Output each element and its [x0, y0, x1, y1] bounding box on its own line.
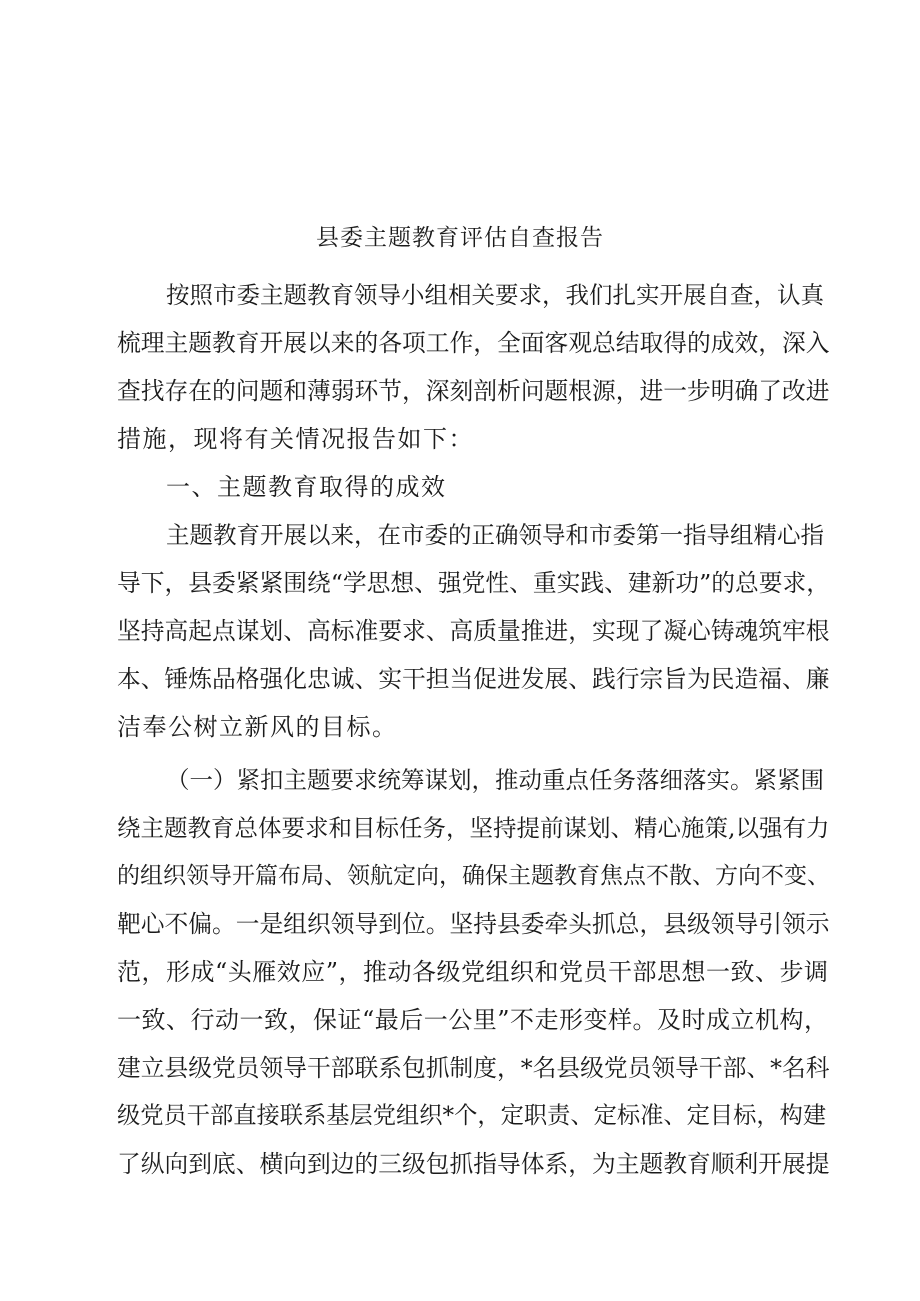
- subsection-line-7: 建立县级党员领导干部联系包抓制度，*名县级党员领导干部、*名科: [117, 1054, 830, 1082]
- section-line-2: 导下，县委紧紧围绕“学思想、强党性、重实践、建新功”的总要求，: [117, 569, 831, 597]
- section-line-3: 坚持高起点谋划、高标准要求、高质量推进，实现了凝心铸魂筑牢根: [117, 617, 830, 645]
- subsection-line-6: 一致、行动一致，保证“最后一公里”不走形变样。及时成立机构，: [117, 1006, 829, 1034]
- intro-line-3: 查找存在的问题和薄弱环节，深刻剖析问题根源，进一步明确了改进: [117, 377, 830, 405]
- section-line-1: 主题教育开展以来，在市委的正确领导和市委第一指导组精心指: [166, 521, 824, 549]
- subsection-line-4: 靶心不偏。一是组织领导到位。坚持县委牵头抓总，县级领导引领示: [117, 910, 830, 938]
- subsection-line-9: 了纵向到底、横向到边的三级包抓指导体系，为主题教育顺利开展提: [117, 1150, 830, 1178]
- subsection-line-5: 范，形成“头雁效应”，推动各级党组织和党员干部思想一致、步调: [117, 958, 829, 986]
- subsection-line-2: 绕主题教育总体要求和目标任务，坚持提前谋划、精心施策,以强有力: [117, 814, 830, 842]
- section-line-4: 本、锤炼品格强化忠诚、实干担当促进发展、践行宗旨为民造福、廉: [117, 665, 830, 693]
- intro-line-4: 措施，现将有关情况报告如下：: [117, 425, 474, 453]
- intro-line-1: 按照市委主题教育领导小组相关要求，我们扎实开展自查，认真: [166, 281, 824, 309]
- subsection-line-8: 级党员干部直接联系基层党组织*个，定职责、定标准、定目标，构建: [117, 1102, 827, 1129]
- subsection-line-3: 的组织领导开篇布局、领航定向，确保主题教育焦点不散、方向不变、: [117, 863, 830, 889]
- document-title: 县委主题教育评估自查报告: [316, 225, 604, 251]
- section-heading: 一、主题教育取得的成效: [166, 473, 447, 501]
- subsection-line-1: （一）紧扣主题要求统筹谋划，推动重点任务落细落实。紧紧围: [166, 766, 824, 794]
- section-line-5: 洁奉公树立新风的目标。: [117, 713, 398, 741]
- intro-line-2: 梳理主题教育开展以来的各项工作，全面客观总结取得的成效，深入: [117, 329, 830, 357]
